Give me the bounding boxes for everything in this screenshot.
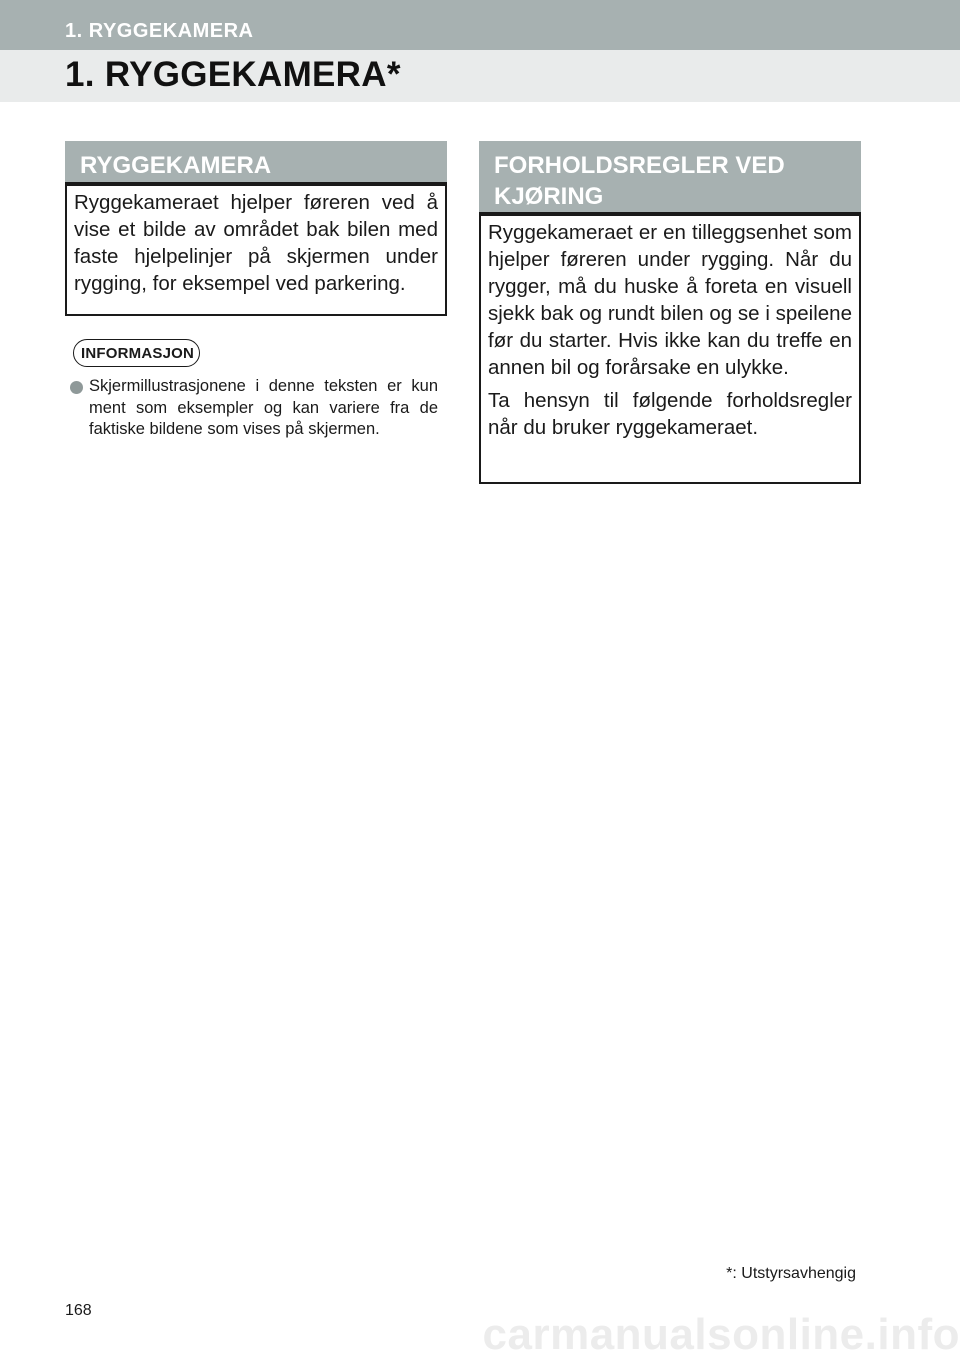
watermark-text: carmanualsonline.info (482, 1310, 960, 1359)
running-header-title: 1. RYGGEKAMERA (65, 20, 254, 42)
precautions-box (479, 216, 861, 484)
info-label: INFORMASJON (73, 339, 200, 367)
info-text: Skjermillustrasjonene i denne teksten er kun ment som eksempler og kan variere fra de faktiske bildene som vises på skjermen. (89, 377, 438, 438)
bullet-dot-icon (70, 381, 83, 394)
description-box (65, 186, 447, 316)
section-heading-text: FORHOLDSREGLER VED KJØRING (494, 152, 785, 210)
footnote: *: Utstyrsavhengig (726, 1265, 856, 1282)
precautions-paragraph: Ryggekameraet er en tilleggsenhet som hjelper føreren under rygging. Når du rygger, må du huske å foreta en visuell sjekk bak og rundt bilen og se i speilene før du starter. Hvis ikke kan du treffe en annen bil og forårsake en ulykke. (488, 221, 852, 379)
description-text: Ryggekameraet hjelper føreren ved å vise et bilde av området bak bilen med faste hjelpelinjer på skjermen under rygging, for eksempel ved parkering. (74, 191, 438, 295)
section-heading-text: RYGGEKAMERA (80, 152, 272, 179)
page-number: 168 (65, 1302, 92, 1319)
page-title: 1. RYGGEKAMERA* (65, 55, 401, 94)
section-heading-forholdsregler (479, 141, 861, 216)
info-list-item (70, 376, 438, 441)
section-heading-ryggekamera (65, 141, 447, 186)
precautions-paragraph: Ta hensyn til følgende forholdsregler når du bruker ryggekameraet. (488, 389, 852, 439)
